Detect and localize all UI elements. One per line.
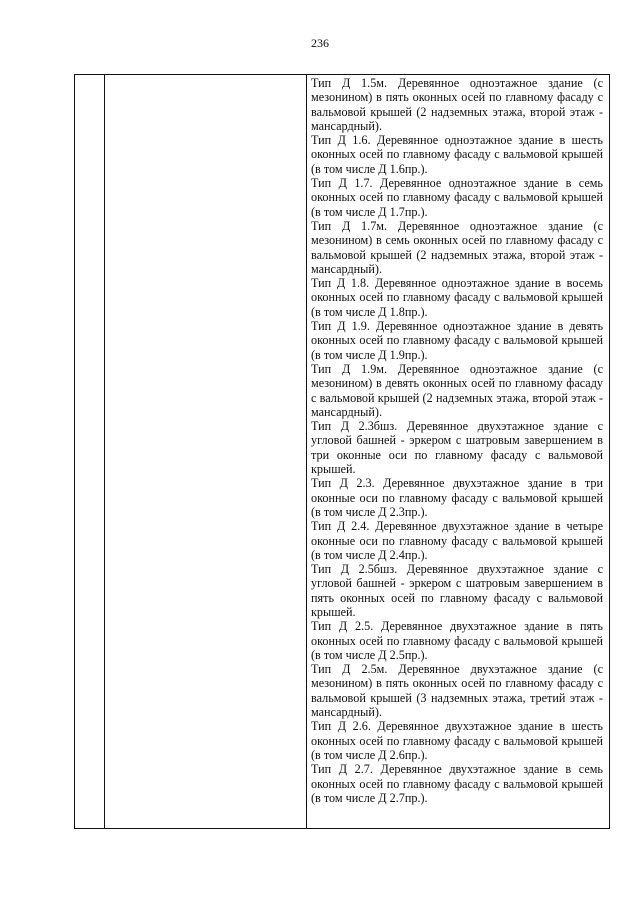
building-type-entry: Тип Д 1.9. Деревянное одноэтажное здание в девять оконных осей по главному фасаду с вальмовой крышей (в том числе Д 1.9пр.). — [311, 319, 603, 362]
building-type-entry: Тип Д 2.6. Деревянное двухэтажное здание в шесть оконных осей по главному фасаду с вальмовой крышей (в том числе Д 2.6пр.). — [311, 719, 603, 762]
building-type-entry: Тип Д 2.7. Деревянное двухэтажное здание в семь оконных осей по главному фасаду с вальмовой крышей (в том числе Д 2.7пр.). — [311, 762, 603, 805]
building-type-entry: Тип Д 2.4. Деревянное двухэтажное здание в четыре оконные оси по главному фасаду с вальмовой крышей (в том числе Д 2.4пр.). — [311, 519, 603, 562]
building-type-entry: Тип Д 1.7. Деревянное одноэтажное здание в семь оконных осей по главному фасаду с вальмовой крышей (в том числе Д 1.7пр.). — [311, 176, 603, 219]
building-type-entry: Тип Д 1.6. Деревянное одноэтажное здание в шесть оконных осей по главному фасаду с вальмовой крышей (в том числе Д 1.6пр.). — [311, 133, 603, 176]
building-type-entry: Тип Д 2.5. Деревянное двухэтажное здание в пять оконных осей по главному фасаду с вальмовой крышей (в том числе Д 2.5пр.). — [311, 619, 603, 662]
table-column-divider-2 — [306, 75, 307, 828]
building-type-entry: Тип Д 1.5м. Деревянное одноэтажное здание (с мезонином) в пять оконных осей по главному фасаду с вальмовой крышей (2 надземных этажа, второй этаж - мансардный). — [311, 76, 603, 133]
building-type-entry: Тип Д 2.3бшз. Деревянное двухэтажное здание с угловой башней - эркером с шатровым завершением в три оконные оси по главному фасаду с вальмовой крышей. — [311, 419, 603, 477]
table-column-divider-1 — [104, 75, 105, 828]
table-cell-description — [311, 76, 603, 805]
building-type-entry: Тип Д 2.5бшз. Деревянное двухэтажное здание с угловой башней - эркером с шатровым завершением в пять оконных осей по главному фасаду с вальмовой крышей. — [311, 562, 603, 619]
building-type-entry: Тип Д 1.9м. Деревянное одноэтажное здание (с мезонином) в девять оконных осей по главному фасаду с вальмовой крышей (2 надземных этажа, второй этаж - мансардный). — [311, 361, 603, 419]
page-number: 236 — [311, 36, 329, 50]
building-type-entry: Тип Д 2.3. Деревянное двухэтажное здание в три оконные оси по главному фасаду с вальмовой крышей (в том числе Д 2.3пр.). — [311, 476, 603, 519]
building-type-entry: Тип Д 1.7м. Деревянное одноэтажное здание (с мезонином) в семь оконных осей по главному фасаду с вальмовой крышей (2 надземных этажа, второй этаж - мансардный). — [311, 218, 603, 276]
building-type-entry: Тип Д 1.8. Деревянное одноэтажное здание в восемь оконных осей по главному фасаду с вальмовой крышей (в том числе Д 1.8пр.). — [311, 276, 603, 319]
document-table — [74, 74, 610, 829]
building-type-entry: Тип Д 2.5м. Деревянное двухэтажное здание (с мезонином) в пять оконных осей по главному фасаду с вальмовой крышей (3 надземных этажа, третий этаж - мансардный). — [311, 662, 603, 720]
